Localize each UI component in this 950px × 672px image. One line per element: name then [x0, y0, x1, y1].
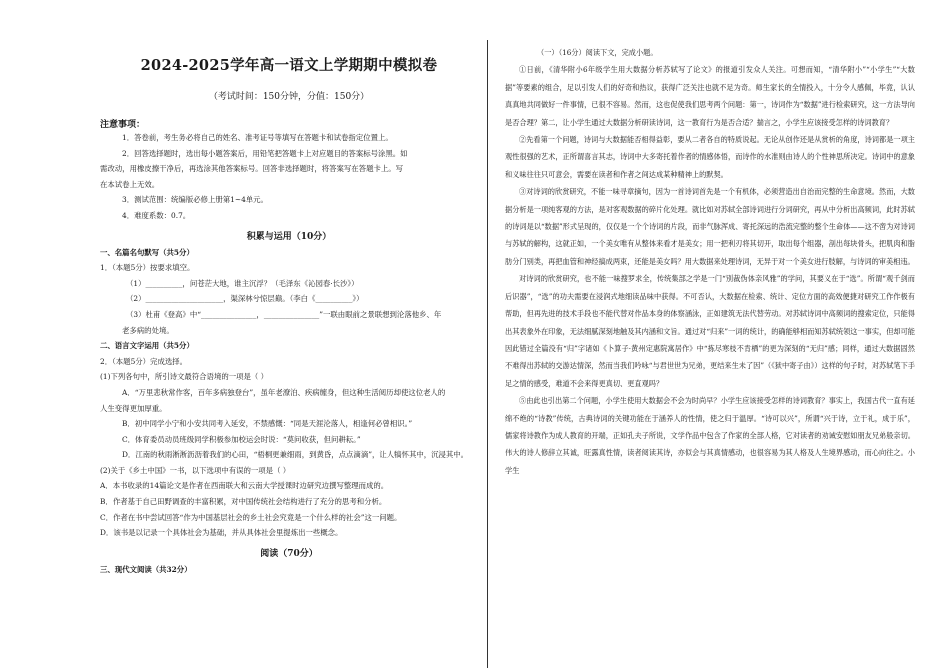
right-column: [505, 44, 915, 672]
notice-item: 在本试卷上无效。: [100, 179, 160, 189]
column-divider: [487, 40, 488, 668]
question-2: 2．（本题5分）完成选择。: [100, 356, 188, 366]
section-heading-reading: 阅读（70分）: [260, 548, 318, 559]
left-column: [100, 44, 478, 672]
option: D．江南的秋雨淅淅沥沥着我们的心田，“梧桐更兼细雨，到黄昏，点点滴滴”，让人犒怀其中，沉浸其中。: [122, 450, 469, 460]
option: C．体育委员动员班级同学积极参加校运会时说：“莫问收获，但问耕耘。”: [122, 434, 361, 444]
reading-paragraph: ③对诗词的欣赏研究，不能一味寻章摘句，因为一首诗词首先是一个有机体，必须营造出自治而完整的生命意境。然而，大数据分析是一项纯客观的方法，是对客观数据的碎片化处理。就比如对苏轼全部诗词进行分词研究，再从中分析出高频词，此时苏轼的诗词是以“数据”形式呈现的，仅仅是一个个诗词的片段，而非气脉浑成、寄托深远的浩流完整的整个生命体——这不啻为对诗词与苏轼的解构，这就正如，一个美女唯有从整体来看才是美女；用一把利刃将其切开，取出每个组器，剖出每块骨头，把肌肉和脂肪分门别类，再把血管和神经搞成两束，还能是美女吗？用大数据来处理诗词，无异于对一个美女进行肢解，与诗词的审美相违。: [505, 187, 915, 266]
dictation-line: （2）_____________________，渠深林兮惊层巅。（李白《__________》）: [126, 294, 364, 304]
dictation-line: （1）__________，问苍茫大地，谁主沉浮？（毛泽东《沁园春·长沙》）: [126, 278, 359, 288]
option: B．初中同学小宁和小安共同考入延安，不禁感慨：“同是天涯沦落人，相逢何必曾相识。”: [122, 419, 413, 429]
exam-subtitle: （考试时间：150分钟，分值：150分）: [208, 92, 370, 102]
part-heading-dictation: 一、名篇名句默写（共5分）: [100, 247, 194, 257]
option: C．作者在书中尝试回答“作为中国基层社会的乡土社会究竟是一个什么样的社会”这一问题。: [100, 512, 402, 522]
option: D．该书是以记录一个具体社会为基础，并从具体社会里提炼出一些概念。: [100, 528, 343, 538]
section-heading-accumulation: 积累与运用（10分）: [246, 231, 332, 242]
reading-paragraph: ⑤由此也引出第二个问题，小学生使用大数据会不会为时尚早？小学生应该接受怎样的诗词教育？事实上，我国古代一直有延绵不绝的“诗教”传统，古典诗词的关键功能在于涵养人的性情，使之归于温厚。“诗可以兴”，所谓“兴于诗，立于礼，成于乐”，儒家将诗教作为成人教育的开端，正如孔夫子所说，文学作品中包含了作家的全部人格，它对读者的劝诫安慰如朋友兄弟般亲切。伟大的诗人修辞立其诚，旺露真性情，读者阅读其诗，亦似会与其真情感动，也很容易为其人格及人生境界感动，而心向往之。小学生: [505, 396, 915, 475]
notice-item: 1．答卷前，考生务必将自己的姓名、准考证号等填写在答题卡和试卷指定位置上。: [122, 133, 393, 142]
reading-paragraph: ①日前，《清华附小6年级学生用大数据分析苏轼写了论文》的报道引发众人关注。可想而知，“清华附小”“小学生”“大数据”等要素的组合，足以引发人们的好奇和热议，获得广泛关注也就不足为奇。师生家长的全情投入，十分令人感佩，毕竟，认认真真地共同做好一件事情，已很不容易。然而，这也促使我们思考两个问题：第一，诗词作为“数据”进行检索研究，这一方法导向是否合理？第二，让小学生通过大数据分析研读诗词，这一教育行为是否合适？揣言之，小学生应该接受怎样的诗词教育？: [505, 65, 915, 127]
reading-paragraph: 对诗词的欣赏研究，也不能一味搜罗求全，传统集部之学是一门“別裁伪体亲风雅”的学问，其要义在于“选”。所谓“观千剑而后识器”，“选”的功夫需要在浸润式地细读品味中获得。不可否认，大数据在检索、统计、定位方面的高效便捷对研究工作作极有帮助，但再先进的技术手段也不能代替对作品本身的体察涵泳，正如建筑无法代替劳动。对苏轼诗词中高频词的搜索定位，只能得出其表象外在印象，无法细腻深刻地触及其内涵和文旨。通过对“归来”一词的统计，的确能够相而知苏轼统领这一事实，但却可能因此错过全篇没有“归”字诸如《卜算子·黄州定惠院寓居作》中“拣尽寒枝不肯栖”的更为深刻的“无归”感；同样，通过大数据固然不难得出苏轼的交游达情深，然而当我们吟咏“与君世世为兄弟，更结来生未了因”（《狱中寄子由》）这样的句子时，对苏轼笔下手足之情的感受，难道不会来得更真切、更直观吗？: [505, 274, 915, 388]
notice-item: 4．难度系数：0.7。: [122, 210, 191, 220]
notice-heading: 注意事项：: [100, 120, 146, 130]
reading-intro: （一）（16分）阅读下文，完成小题。: [537, 48, 658, 57]
question-1: 1．（本题5分）按要求填空。: [100, 263, 195, 273]
subquestion-1: (1)下列各句中，所引诗文最符合语境的一项是（ ）: [100, 372, 269, 382]
notice-item: 需改动，用橡皮擦干净后，再选涂其他答案标号。回答非选择题时，将答案写在答题卡上。写: [100, 164, 404, 174]
part-heading-language: 二、语言文字运用（共5分）: [100, 341, 194, 351]
option: A．本书收录的14篇论文是作者在西南联大和云南大学授课时边研究边撰写整理而成的。: [100, 481, 389, 491]
notice-item: 3．测试范围：统编版必修上册第1~4单元。: [122, 195, 268, 205]
subquestion-2: (2)关于《乡土中国》一书，以下选项中有误的一项是（ ）: [100, 465, 291, 475]
reading-paragraph: ②先看第一个问题，诗词与大数据能否相得益彰，要从二者各自的特质说起。无论从创作还是从赏析的角度，诗词都是一项主观性很强的艺术，正所谓喜言其志，诗词中大多寄托着作者的情感体悟，而诗作的水准则由诗人的个性神思所决定。诗词中的意象和义味往往只可意会，需要在读者和作者之间达成某种精神上的默契。: [505, 135, 915, 179]
option: A．“万里悲秋常作客，百年多病独登台”，虽年老潦泊、疾病缠身，但这种生活阅历却使这位老人的: [122, 387, 446, 397]
notice-item: 2．回答选择题时，选出每小题答案后，用铅笔把答题卡上对应题目的答案标号涂黑。如: [122, 148, 408, 158]
dictation-line: 老多病的处境。: [122, 325, 174, 335]
exam-title: 2024-2025学年高一语文上学期期中模拟卷: [140, 57, 438, 74]
part-heading-modern-reading: 三、现代文阅读（共32分）: [100, 564, 192, 574]
option: 人生变得更加厚重。: [100, 403, 167, 413]
dictation-line: （3）杜甫《登高》中“_______________，_______________”一联由眼前之景联想到沦落他乡、年: [126, 309, 442, 319]
option: B．作者基于自己田野调查的丰富积累，对中国传统社会结构进行了充分的思考和分析。: [100, 497, 387, 507]
